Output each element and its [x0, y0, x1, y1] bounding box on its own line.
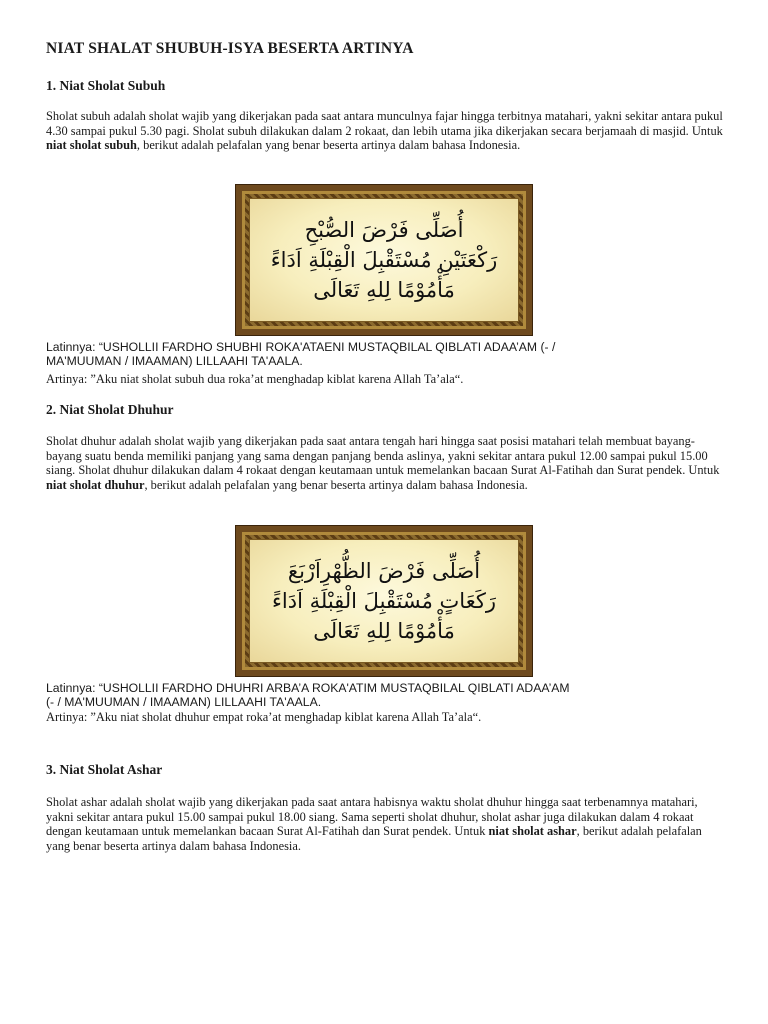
arabic-line: رَكْعَتَيْنِ مُسْتَقْبِلَ الْقِبْلَةِ اَدَاءً: [270, 248, 498, 272]
section-paragraph-ashar: [46, 795, 726, 853]
translation-subuh: Artinya: ”Aku niat sholat subuh dua roka’at menghadap kiblat karena Allah Ta’ala“.: [46, 372, 464, 386]
arabic-line: مَأْمُوْمًا لِلهِ تَعَالَى: [313, 619, 455, 643]
document-title: NIAT SHALAT SHUBUH-ISYA BESERTA ARTINYA: [46, 40, 414, 57]
arabic-text-panel: [249, 198, 519, 322]
paragraph-bold-text: niat sholat subuh: [46, 138, 137, 153]
paragraph-text: Sholat ashar adalah sholat wajib yang dikerjakan pada saat antara habisnya waktu sholat dhuhur hingga saat terbenamnya matahari, yakni sekitar antara pukul 15.00 sampai pukul 18.00 siang. Sama seperti sholat dhuhur, sholat ashar juga dilakukan dalam 4 rokaat dengan keutamaan untuk memelankan bacaan Surat Al-Fatihah dan Surat pendek. Untuk: [46, 795, 698, 839]
latin-line: (- / MA'MUUMAN / IMAAMAN) LILLAAHI TA'AALA.: [46, 695, 322, 710]
paragraph-text: Sholat dhuhur adalah sholat wajib yang dikerjakan pada saat antara tengah hari hingga saat posisi matahari telah membuat bayang-bayang suatu benda memiliki panjang yang sama dengan panjang benda aslinya, yakni sekitar antara pukul 12.00 sampai pukul 15.00 siang. Sholat dhuhur dilakukan dalam 4 rokaat dengan keutamaan untuk memelankan bacaan Surat Al-Fatihah dan Surat pendek. Untuk: [46, 434, 720, 478]
paragraph-text: , berikut adalah pelafalan yang benar beserta artinya dalam bahasa Indonesia.: [46, 824, 702, 853]
translation-dhuhur: Artinya: ”Aku niat sholat dhuhur empat roka’at menghadap kiblat karena Allah Ta’ala“.: [46, 710, 482, 724]
section-paragraph-subuh: [46, 109, 726, 153]
section-heading-ashar: 3. Niat Sholat Ashar: [46, 762, 163, 777]
ornamental-frame: [242, 532, 526, 670]
latin-transliteration-subuh: [46, 340, 736, 369]
arabic-line: أُصَلِّى فَرْضَ الصُّبْحِ: [304, 218, 464, 242]
paragraph-text: , berikut adalah pelafalan yang benar beserta artinya dalam bahasa Indonesia.: [136, 138, 521, 153]
arabic-text-panel: [249, 539, 519, 663]
latin-line: Latinnya: “USHOLLII FARDHO SHUBHI ROKA'ATAENI MUSTAQBILAL QIBLATI ADAA’AM (- /: [46, 340, 556, 354]
latin-line: MA'MUUMAN / IMAAMAN) LILLAAHI TA'AALA.: [46, 354, 303, 369]
arabic-line: أُصَلِّى فَرْضَ الظُّهْرِاَرْبَعَ: [287, 559, 481, 583]
niat-image-dhuhur: [235, 525, 533, 677]
arabic-line: مَأْمُوْمًا لِلهِ تَعَالَى: [313, 278, 455, 302]
latin-line: Latinnya: “USHOLLII FARDHO DHUHRI ARBA’A ROKA'ATIM MUSTAQBILAL QIBLATI ADAA’AM: [46, 681, 570, 695]
ornamental-frame: [242, 191, 526, 329]
section-paragraph-dhuhur: [46, 434, 726, 492]
arabic-line: رَكَعَاتٍ مُسْتَقْبِلَ الْقِبْلَةِ اَدَاءً: [272, 589, 496, 613]
paragraph-text: Sholat subuh adalah sholat wajib yang dikerjakan pada saat antara munculnya fajar hingga terbitnya matahari, yakni sekitar antara pukul 4.30 sampai pukul 5.30 pagi. Sholat subuh dilakukan dalam 2 rokaat, dan lebih utama jika dikerjakan secara berjamaah di masjid. Untuk: [46, 109, 723, 138]
latin-transliteration-dhuhur: [46, 681, 736, 710]
paragraph-bold-text: niat sholat ashar: [488, 824, 577, 839]
paragraph-bold-text: niat sholat dhuhur: [46, 477, 145, 492]
section-heading-dhuhur: 2. Niat Sholat Dhuhur: [46, 402, 174, 417]
niat-image-subuh: [235, 184, 533, 336]
section-heading-subuh: 1. Niat Sholat Subuh: [46, 78, 166, 93]
paragraph-text: , berikut adalah pelafalan yang benar beserta artinya dalam bahasa Indonesia.: [144, 477, 528, 492]
